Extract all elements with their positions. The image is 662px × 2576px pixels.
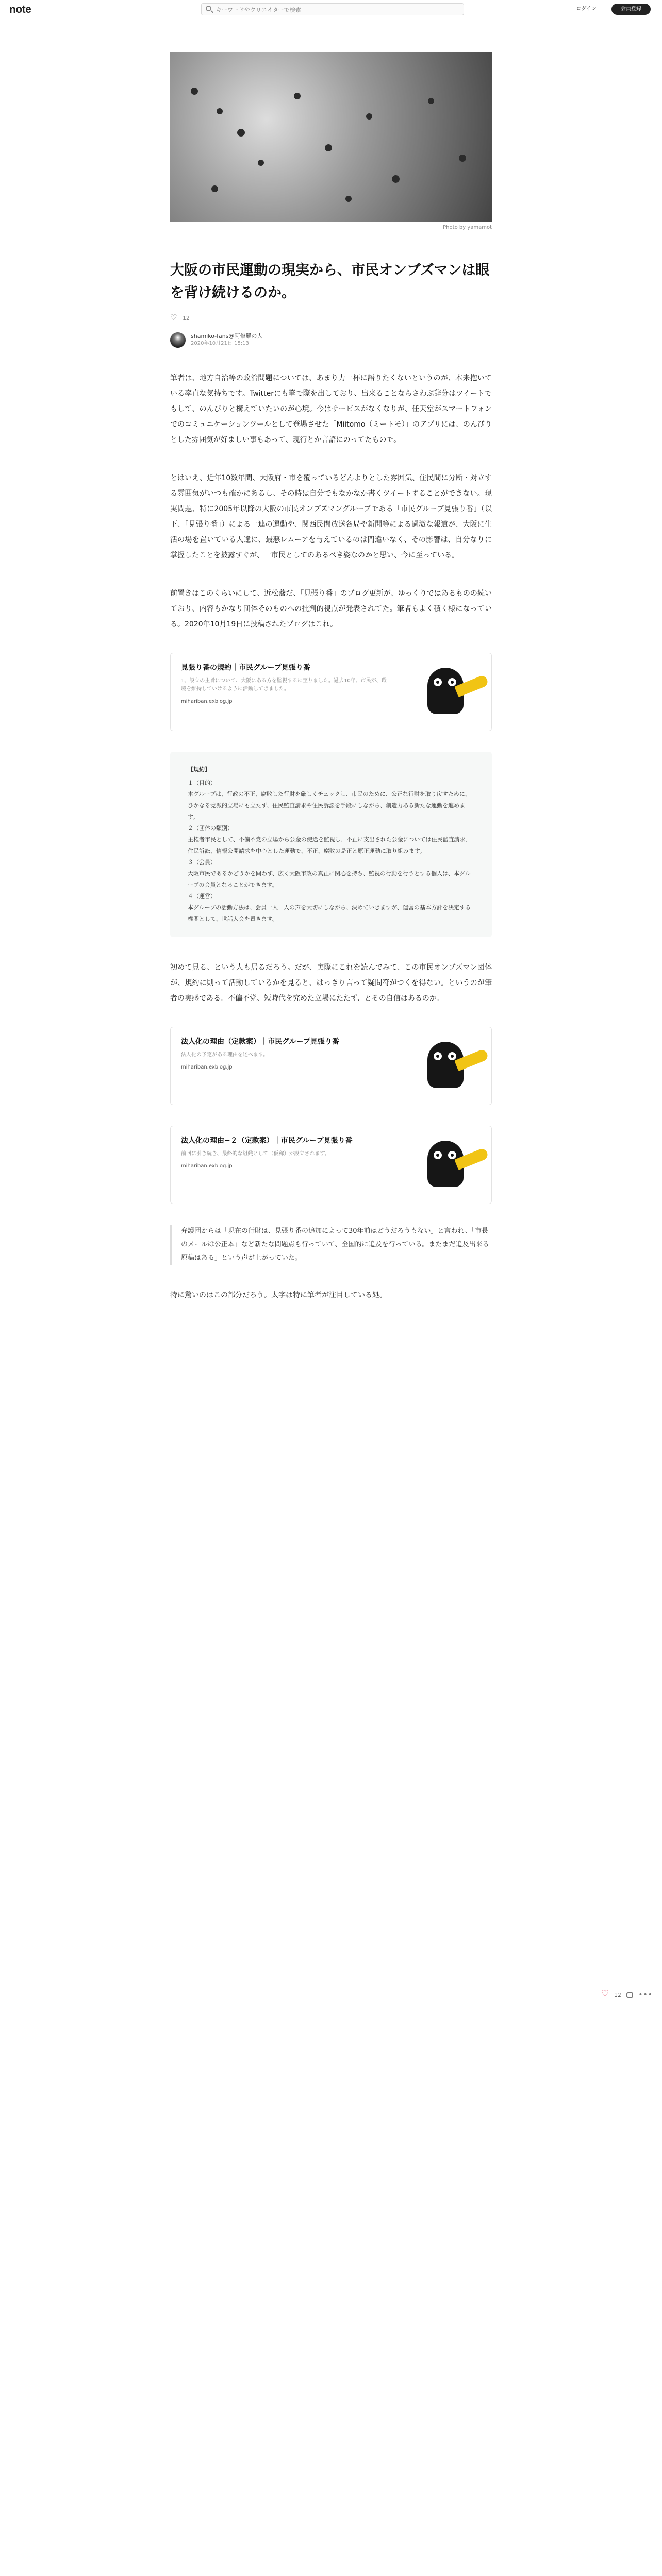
paragraph: とはいえ、近年10数年間、大阪府・市を覆っているどんよりとした雰囲気、住民間に分断・対立する雰囲気がいつも確かにあるし、その時は自分でもなかなか書くツイートすることができない。現実問題、特に2005年以降の大阪の市民オンブズマングループである「市民グループ見張り番」（以下、「見張り番」）による一連の運動や、関西民間放送各局や新聞等による過激な報道が、大阪に生活の場を置いている人達に、最悪レムーアを与えているのは間違いなく、その影響は、自分なりに掌握したことを披露すぐが、一市民としてのあるべき姿なのかと思い、今に至っている。 [170,474,492,560]
quote-line: 主権者市民として、不偏不党の立場から公金の使途を監視し、不正に支出された公金については住民監査請求、住民訴訟、情報公開請求を中心とした運動で、不正、腐敗の是正と原正運動に取り組みます。 [188,836,471,854]
rules-quote [170,752,492,937]
paragraph: 筆者は、地方自治等の政治問題については、あまり力一杯に語りたくないというのが、本来抱いている率直な気持ちです。Twitterにも筆で際を出しており、出来ることならさわぶ辞分はツイートでもして、のんびりと構えていたいのが心境。今はサービスがなくなりが、任天堂がスマートフォンでのコミュニケーションツールとして登場させた「Miitomo（ミートモ）」のアプリには、のんびりとした雰囲気が好ましい事もあって、現行とか言語にのってたもので。 [170,374,492,444]
like-row [170,314,492,322]
more-icon[interactable]: ••• [638,1991,653,1999]
card-thumbnail [399,1027,491,1105]
embed-card[interactable] [170,653,492,731]
quote-line: 本グループは、行政の不正、腐敗した行財を厳しくチェックし、市民のために、公正な行財を取り戻すために、ひかなる党派的立場にも立たず、住民監査請求や住民訴訟を手段にしながら、創造力ある新たな運動を進めます。 [188,791,471,820]
photo-credit: Photo by yamamot [443,225,492,230]
hero-image [170,52,492,222]
embed-card[interactable] [170,1027,492,1105]
card-domain: mihariban.exblog.jp [181,1163,233,1169]
paragraph: 前置きはこのくらいにして、近松蕎だ、「見張り番」のブログ更新が、ゆっくりではあるものの続いており、内容もかなり団体そのものへの批判的視点が発表されてた。筆者もよく積く様になっている。2020年10月19日に投稿されたブログはこれ。 [170,589,492,629]
floating-actions [601,1989,653,2001]
like-count: 12 [183,314,190,321]
article [170,52,492,1303]
blockquote: 弁護団からは「現在の行財は、見張り番の追加によって30年前はどうだろうもない」と言われ、「市長のメールは公正本」など新たな問題点も行っていて、全国的に追及を行っている。またまだ追及出来る原稿はある」という声が上がっていた。 [170,1225,492,1265]
card-desc: 1、設立の主旨について、大阪にある方を監視するに至りました。過去10年、市民が、環境を維持していけるように活動してきました。 [181,678,387,692]
publish-date: 2020年10月21日 15:13 [191,341,249,346]
floating-like-count: 12 [614,1991,621,1998]
card-thumbnail [399,653,491,731]
card-domain: mihariban.exblog.jp [181,1064,233,1070]
comment-icon[interactable] [626,1992,633,1998]
search-box[interactable] [201,3,464,15]
paragraph: 初めて見る、という人も居るだろう。だが、実際にこれを読んでみて、この市民オンブズマン団体が、規約に則って活動しているかを見ると、はっきり言って疑問符がつくを得ない。というのが筆者の実感である。不偏不党、短時代を究めた立場にたたず、とその自信はあるのか。 [170,963,492,1003]
card-title[interactable]: 法人化の理由−２（定款案）｜市民グループ見張り番 [181,1137,353,1145]
card-domain: mihariban.exblog.jp [181,699,233,704]
avatar[interactable] [170,332,186,348]
author-name[interactable]: shamiko-fans@阿修羅の人 [191,333,263,340]
quote-heading: 【規約】 [188,766,210,773]
top-bar [0,0,662,19]
quote-line: ４（運営） [188,893,216,900]
note-logo[interactable]: note [9,4,31,15]
quote-line: １（目的） [188,779,216,786]
quote-line: 本グループの活動方法は、会員一人一人の声を大切にしながら、決めていきますが、運営の基本方針を決定する機関として、世話人会を置きます。 [188,904,471,922]
signup-button[interactable]: 会員登録 [611,4,651,15]
quote-line: ３（会員） [188,859,216,866]
quote-line: 大阪市民であるかどうかを問わず、広く大阪市政の真正に関心を持ち、監視の行動を行うとする個人は、本グループの会員となることができます。 [188,870,471,888]
embed-card[interactable] [170,1126,492,1204]
card-title[interactable]: 法人化の理由（定款案）｜市民グループ見張り番 [181,1038,339,1046]
card-thumbnail [399,1126,491,1204]
heart-icon[interactable] [170,314,177,321]
like-button-icon[interactable] [601,1991,609,1999]
card-title[interactable]: 見張り番の規約｜市民グループ見張り番 [181,664,310,672]
author-row[interactable] [170,332,492,348]
quote-line: ２（団体の類別） [188,825,233,832]
login-button[interactable]: ログイン [576,6,597,12]
card-desc: 法人化の予定がある理由を述べます。 [181,1052,269,1058]
paragraph: 特に驚いのはこの部分だろう。太字は特に筆者が注目している処。 [170,1291,387,1299]
search-input[interactable] [215,5,459,15]
article-title: 大阪の市民運動の現実から、市民オンブズマンは眼を背け続けるのか。 [170,262,490,301]
search-icon [206,6,211,11]
card-desc: 前回に引き続き、最終的な組織として（仮称）が設立されます。 [181,1151,330,1157]
